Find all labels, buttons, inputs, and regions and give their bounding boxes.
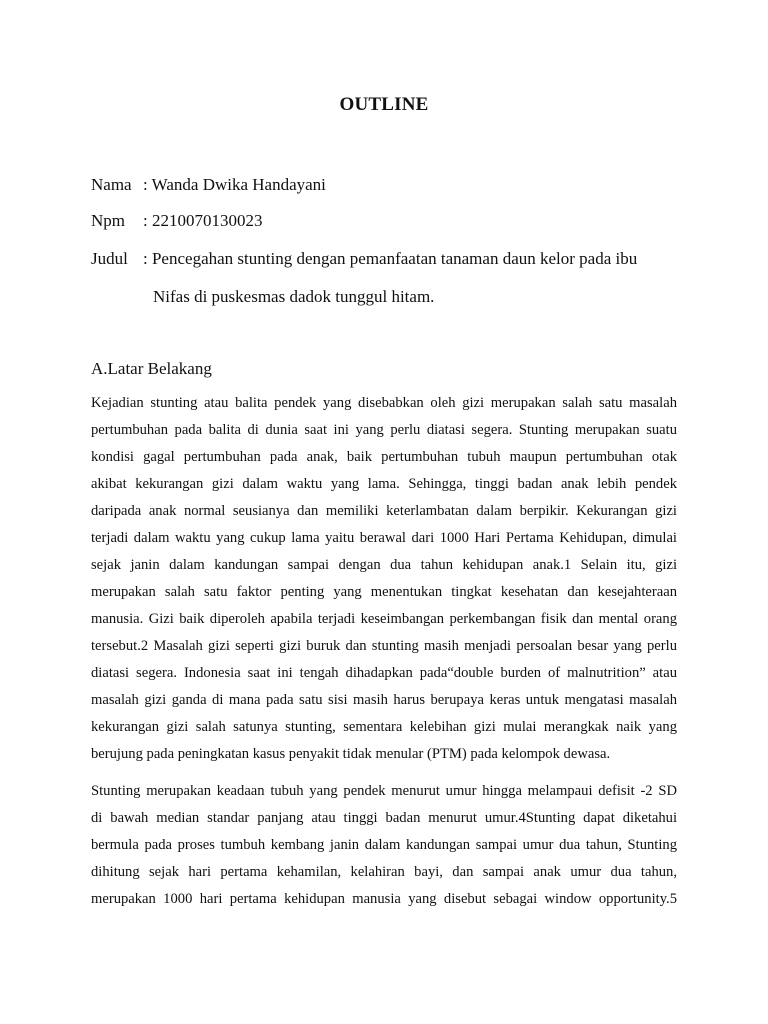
paragraph-line: dihitung sejak hari pertama kehamilan, kelahiran bayi, dan sampai anak umur dua tahun, (91, 864, 677, 880)
paragraph-line: Stunting merupakan keadaan tubuh yang pendek menurut umur hingga melampaui defisit -2 SD (91, 783, 677, 799)
paragraph-line: merupakan 1000 hari pertama kehidupan manusia yang disebut sebagai window opportunity.5 (91, 891, 677, 907)
paragraph-line: kekurangan gizi salah satunya stunting, sementara kelebihan gizi mulai merangkak naik yang (91, 719, 677, 735)
paragraph-line: merupakan salah satu faktor penting yang menentukan tingkat kesehatan dan kesejahteraan (91, 584, 677, 600)
meta-judul-row (91, 248, 691, 270)
paragraph-line: di bawah median standar panjang atau tinggi badan menurut umur.4Stunting dapat diketahui (91, 810, 677, 826)
paragraph-line: pertumbuhan pada balita di dunia saat ini yang perlu diatasi segera. Stunting merupakan suatu (91, 422, 677, 438)
paragraph-line: kondisi gagal pertumbuhan pada anak, baik pertumbuhan tubuh maupun pertumbuhan otak (91, 449, 677, 465)
meta-npm-row (91, 210, 691, 232)
meta-judul-label: Judul (91, 249, 128, 268)
paragraph-latar-belakang-1 (91, 390, 677, 768)
paragraph-line: berujung pada peningkatan kasus penyakit tidak menular (PTM) pada kelompok dewasa. (91, 746, 611, 762)
meta-npm-value: : 2210070130023 (143, 211, 263, 230)
paragraph-line: masalah gizi ganda di mana pada satu sisi masih harus berupaya keras untuk mengatasi masalah (91, 692, 677, 708)
meta-nama-label: Nama (91, 175, 132, 194)
section-heading: A.Latar Belakang (91, 359, 212, 378)
meta-judul-value-continuation: Nifas di puskesmas dadok tunggul hitam. (153, 287, 435, 306)
paragraph-line: bermula pada proses tumbuh kembang janin dalam kandungan sampai umur dua tahun, Stunting (91, 837, 677, 853)
meta-npm-label: Npm (91, 211, 125, 230)
paragraph-latar-belakang-2 (91, 778, 677, 913)
paragraph-line: akibat kekurangan gizi dalam waktu yang lama. Sehingga, tinggi badan anak lebih pendek (91, 476, 677, 492)
paragraph-line: terjadi dalam waktu yang cukup lama yaitu berawal dari 1000 Hari Pertama Kehidupan, dimulai (91, 530, 677, 546)
paragraph-line: diatasi segera. Indonesia saat ini tengah dihadapkan pada“double burden of malnutrition” atau (91, 665, 677, 681)
meta-judul-value: : Pencegahan stunting dengan pemanfaatan tanaman daun kelor pada ibu (143, 249, 638, 268)
paragraph-line: tersebut.2 Masalah gizi seperti gizi buruk dan stunting masih menjadi persoalan besar yang perlu (91, 638, 677, 654)
document-title: OUTLINE (339, 94, 429, 115)
paragraph-line: Kejadian stunting atau balita pendek yang disebabkan oleh gizi merupakan salah satu masalah (91, 395, 677, 411)
meta-nama-row (91, 174, 691, 196)
paragraph-line: manusia. Gizi baik diperoleh apabila terjadi keseimbangan perkembangan fisik dan mental orang (91, 611, 677, 627)
paragraph-line: sejak janin dalam kandungan sampai dengan dua tahun kehidupan anak.1 Selain itu, gizi (91, 557, 677, 573)
paragraph-line: daripada anak normal seusianya dan memiliki keterlambatan dalam berpikir. Kekurangan gizi (91, 503, 677, 519)
meta-nama-value: : Wanda Dwika Handayani (143, 175, 326, 194)
